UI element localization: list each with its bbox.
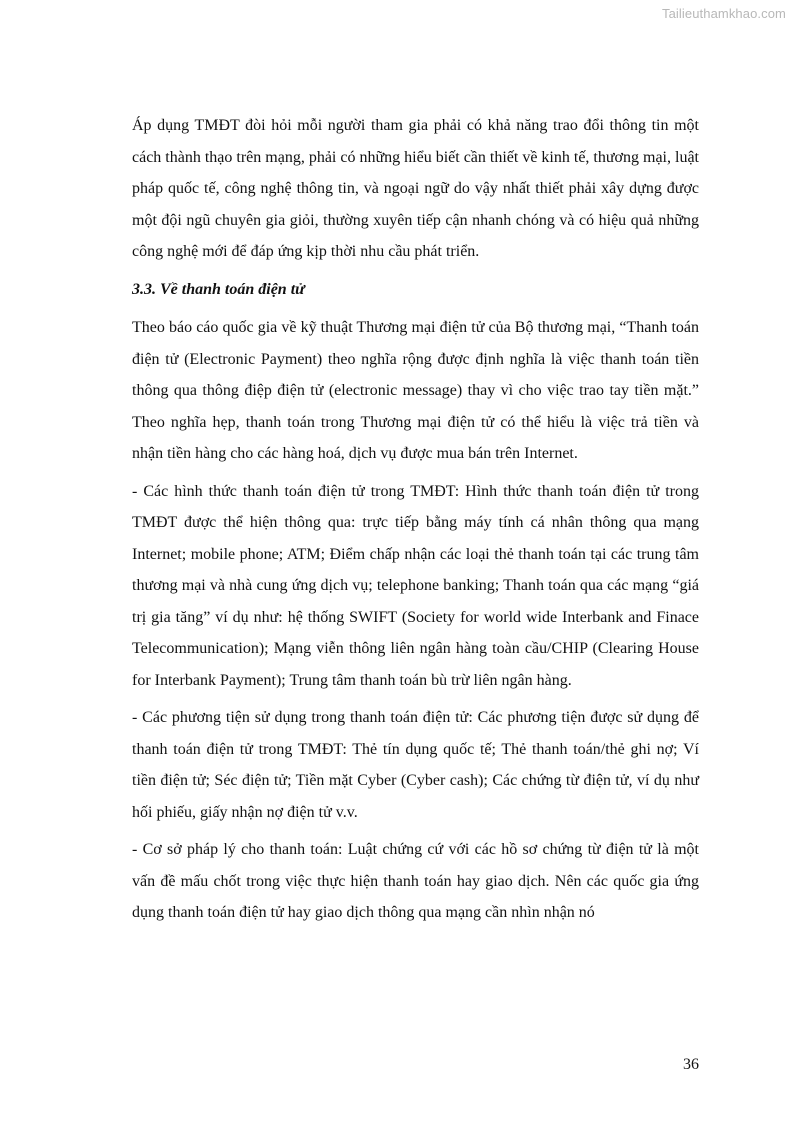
paragraph: - Cơ sở pháp lý cho thanh toán: Luật chứng cứ với các hồ sơ chứng từ điện tử là một vấn đề mấu chốt trong việc thực hiện thanh toán hay giao dịch. Nên các quốc gia ứng dụng thanh toán điện tử hay giao dịch thông qua mạng cần nhìn nhận nó xyxy=(132,841,699,921)
watermark: Tailieuthamkhao.com xyxy=(661,6,786,21)
page-body xyxy=(132,110,699,935)
page-number: 36 xyxy=(683,1056,699,1073)
paragraph: - Các hình thức thanh toán điện tử trong TMĐT: Hình thức thanh toán điện tử trong TMĐT được thể hiện thông qua: trực tiếp bằng máy tính cá nhân thông qua mạng Internet; mobile phone; ATM; Điểm chấp nhận các loại thẻ thanh toán tại các trung tâm thương mại và nhà cung ứng dịch vụ; telephone banking; Thanh toán qua các mạng “giá trị gia tăng” ví dụ như: hệ thống SWIFT (Society for world wide Interbank and Finace Telecommunication); Mạng viễn thông liên ngân hàng toàn cầu/CHIP (Clearing House for Interbank Payment); Trung tâm thanh toán bù trừ liên ngân hàng. xyxy=(132,482,699,689)
paragraph: - Các phương tiện sử dụng trong thanh toán điện tử: Các phương tiện được sử dụng để thanh toán điện tử trong TMĐT: Thẻ tín dụng quốc tế; Thẻ thanh toán/thẻ ghi nợ; Ví tiền điện tử; Séc điện tử; Tiền mặt Cyber (Cyber cash); Các chứng từ điện tử, ví dụ như hối phiếu, giấy nhận nợ điện tử v.v. xyxy=(132,709,699,821)
paragraph: Áp dụng TMĐT đòi hỏi mỗi người tham gia phải có khả năng trao đổi thông tin một cách thành thạo trên mạng, phải có những hiểu biết cần thiết về kinh tế, thương mại, luật pháp quốc tế, công nghệ thông tin, và ngoại ngữ do vậy nhất thiết phải xây dựng được một đội ngũ chuyên gia giỏi, thường xuyên tiếp cận nhanh chóng và có hiệu quả những công nghệ mới để đáp ứng kịp thời nhu cầu phát triển. xyxy=(132,117,699,260)
section-heading: 3.3. Về thanh toán điện tử xyxy=(132,280,305,298)
paragraph: Theo báo cáo quốc gia về kỹ thuật Thương mại điện tử của Bộ thương mại, “Thanh toán điện tử (Electronic Payment) theo nghĩa rộng được định nghĩa là việc thanh toán tiền thông qua thông điệp điện tử (electronic message) thay vì cho việc trao tay tiền mặt.” Theo nghĩa hẹp, thanh toán trong Thương mại điện tử có thể hiểu là việc trả tiền và nhận tiền hàng cho các hàng hoá, dịch vụ được mua bán trên Internet. xyxy=(132,319,699,462)
